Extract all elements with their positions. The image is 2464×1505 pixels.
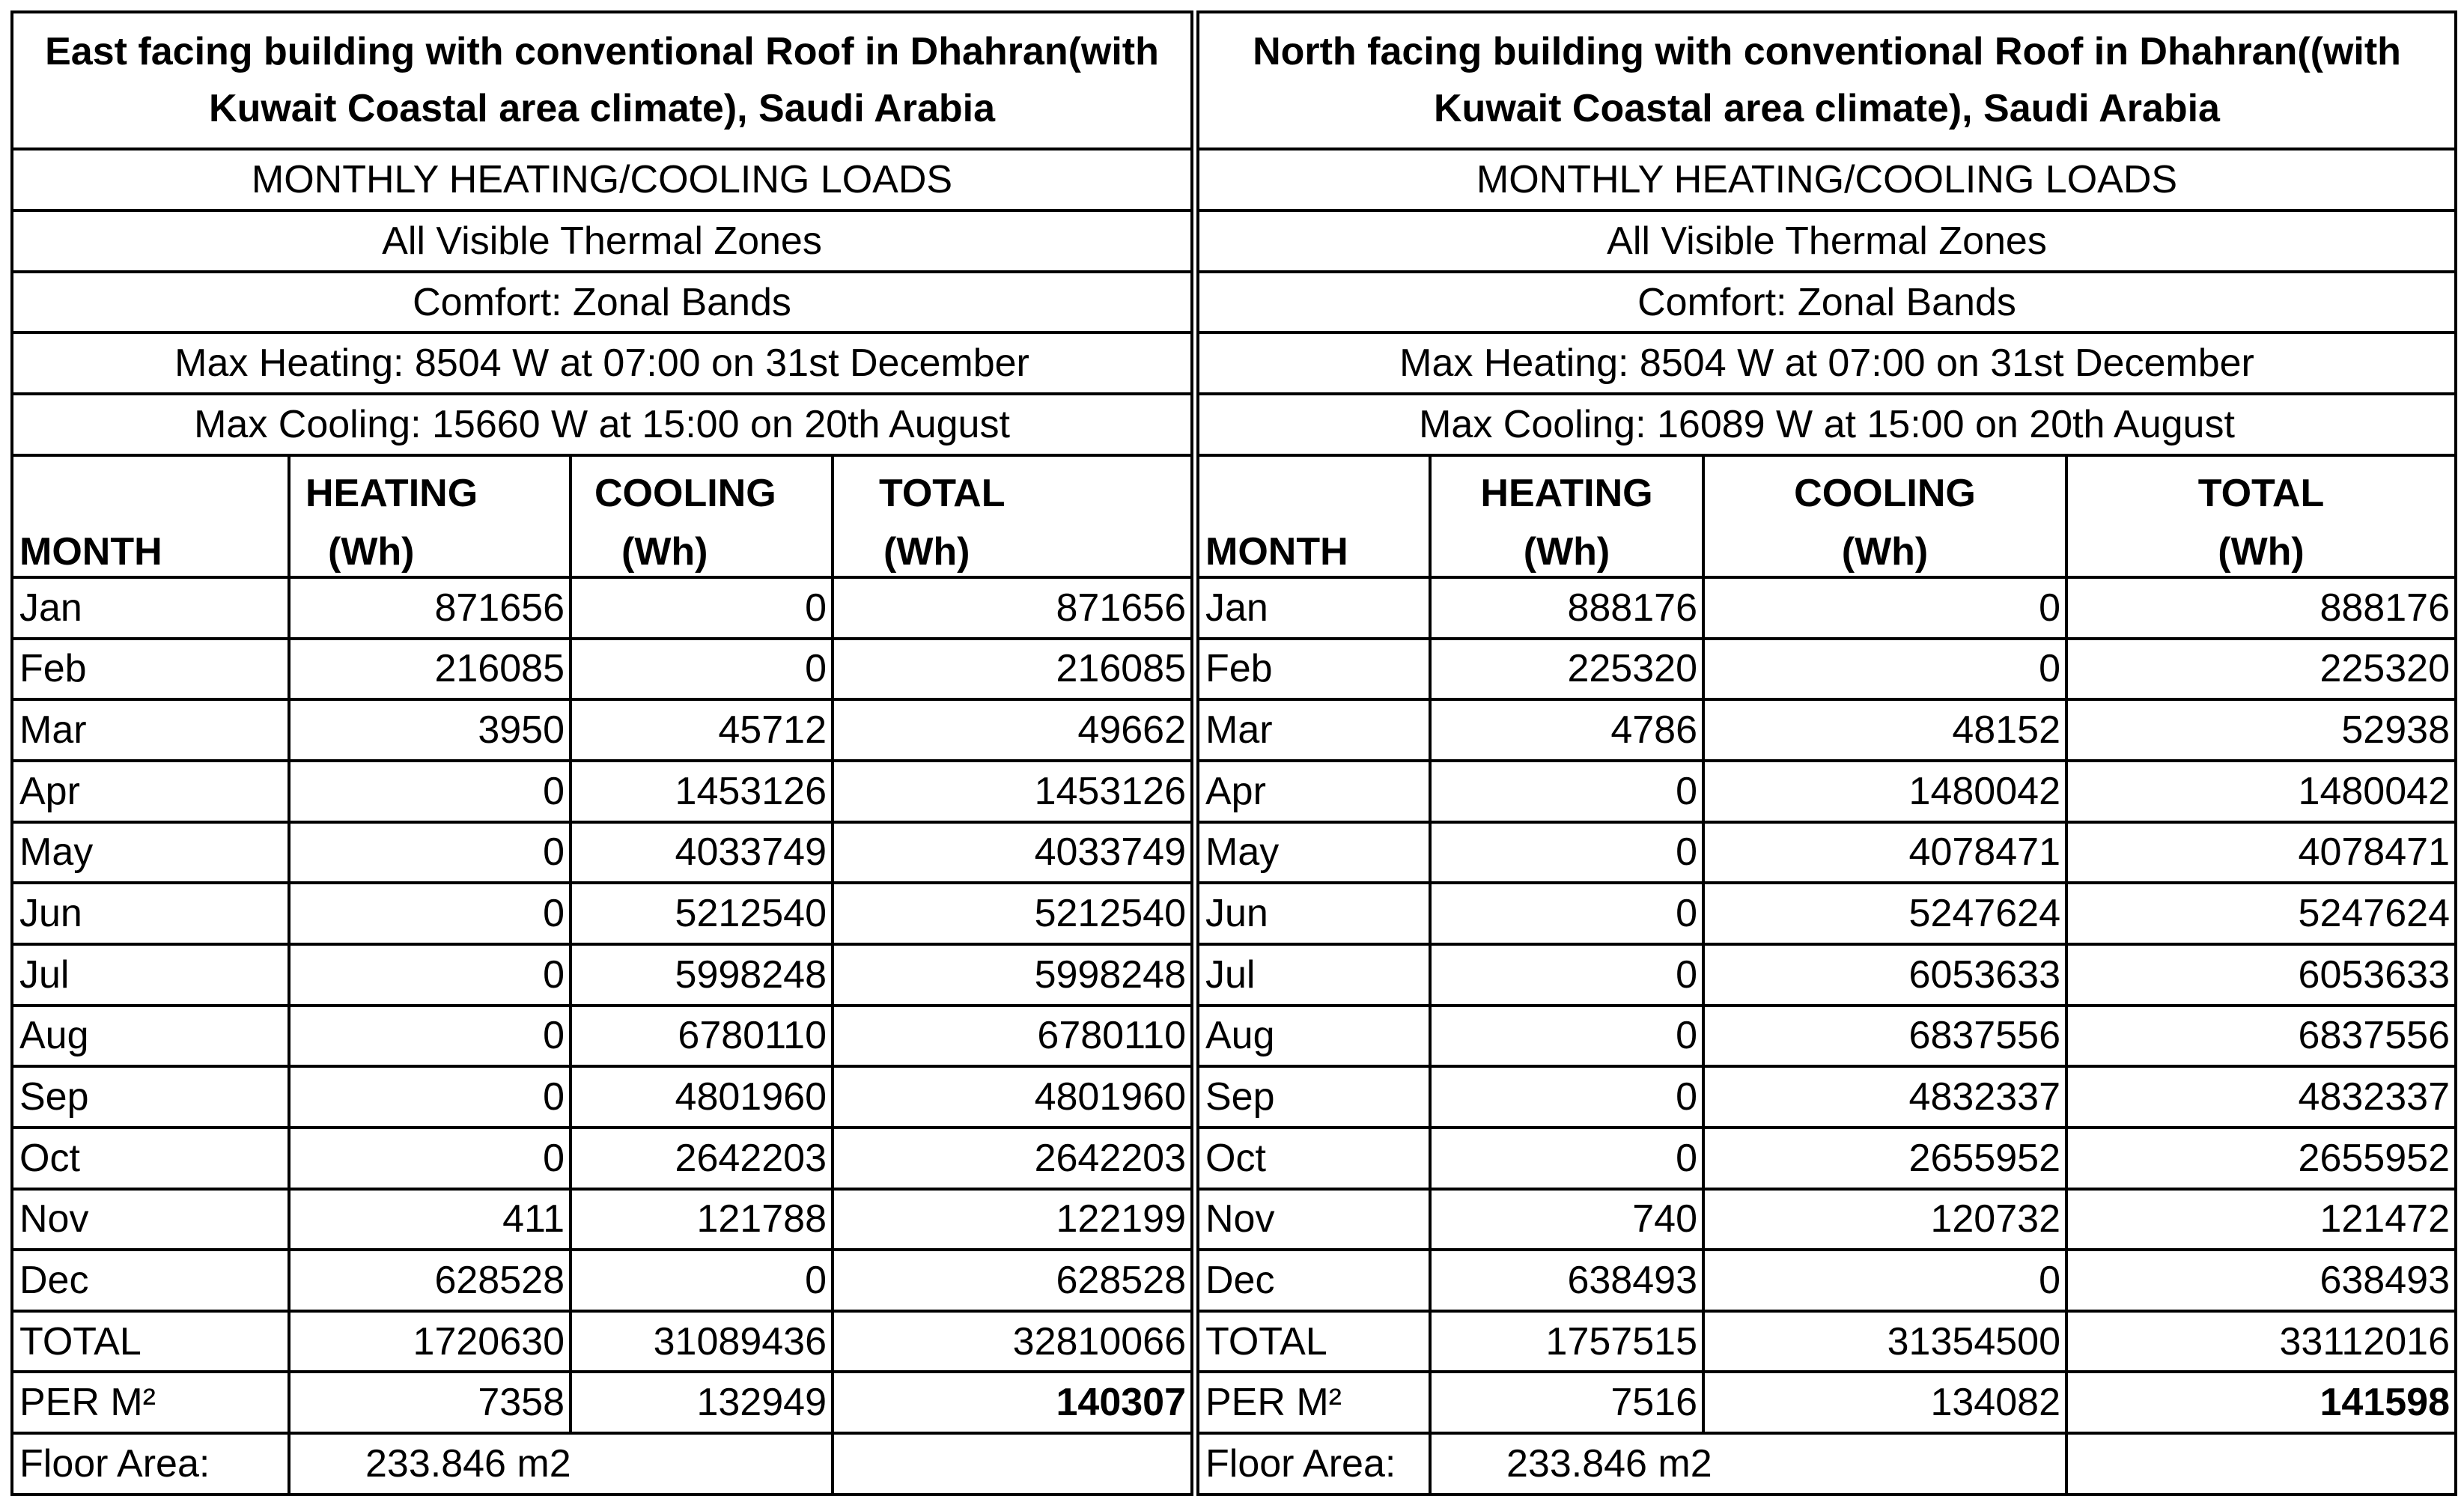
header-blank [1198, 455, 1430, 517]
table-subtitle: MONTHLY HEATING/COOLING LOADS [1198, 149, 2456, 210]
table-row [12, 1128, 1192, 1189]
cooling-cell: 5998248 [571, 944, 833, 1006]
month-cell: Oct [12, 1128, 289, 1189]
north-facing-loads-table [1196, 10, 2457, 1496]
month-cell: May [1198, 822, 1430, 884]
table-row [1198, 822, 2456, 884]
month-cell: Sep [1198, 1066, 1430, 1128]
heating-cell: 0 [289, 1006, 571, 1067]
header-cooling-unit: (Wh) [571, 516, 833, 577]
month-cell: Jul [1198, 944, 1430, 1006]
month-cell: Jan [12, 577, 289, 639]
heating-cell: 411 [289, 1189, 571, 1250]
total-cell: 121472 [2066, 1189, 2456, 1250]
heating-cell: 3950 [289, 699, 571, 761]
cooling-cell: 0 [571, 1250, 833, 1311]
total-cell: 216085 [833, 639, 1192, 700]
table-subtitle: MONTHLY HEATING/COOLING LOADS [12, 149, 1192, 210]
month-cell: Dec [1198, 1250, 1430, 1311]
table-row [12, 639, 1192, 700]
heating-cell: 638493 [1430, 1250, 1703, 1311]
total-cell: 628528 [833, 1250, 1192, 1311]
month-cell: Oct [1198, 1128, 1430, 1189]
table-row [1198, 1066, 2456, 1128]
heating-cell: 0 [1430, 1006, 1703, 1067]
table-row [12, 761, 1192, 822]
header-month: MONTH [1198, 516, 1430, 577]
floor-area-value: 233.846 m2 [1430, 1433, 2066, 1495]
month-cell: Aug [1198, 1006, 1430, 1067]
total-cell: 4078471 [2066, 822, 2456, 884]
heating-cell: 0 [1430, 883, 1703, 944]
header-cooling: COOLING [571, 455, 833, 517]
max-cooling-label: Max Cooling: 15660 W at 15:00 on 20th August [12, 394, 1192, 455]
table-row [1198, 577, 2456, 639]
month-cell: Jan [1198, 577, 1430, 639]
month-cell: Jun [12, 883, 289, 944]
header-total: TOTAL [2066, 455, 2456, 517]
header-heating-unit: (Wh) [289, 516, 571, 577]
header-blank [12, 455, 289, 517]
month-cell: Jul [12, 944, 289, 1006]
total-cell: 6053633 [2066, 944, 2456, 1006]
table-row [12, 1250, 1192, 1311]
floor-area-row [1198, 1433, 2456, 1495]
month-cell: PER M² [1198, 1372, 1430, 1433]
table-row [1198, 761, 2456, 822]
cooling-cell: 5247624 [1703, 883, 2066, 944]
heating-cell: 888176 [1430, 577, 1703, 639]
max-heating-label: Max Heating: 8504 W at 07:00 on 31st December [12, 332, 1192, 394]
month-cell: Aug [12, 1006, 289, 1067]
month-cell: May [12, 822, 289, 884]
table-row [12, 822, 1192, 884]
total-cell: 4033749 [833, 822, 1192, 884]
total-cell: 122199 [833, 1189, 1192, 1250]
heating-cell: 0 [1430, 1066, 1703, 1128]
header-heating: HEATING [1430, 455, 1703, 517]
table-row [1198, 639, 2456, 700]
cooling-cell: 132949 [571, 1372, 833, 1433]
table-row-per-m2 [1198, 1372, 2456, 1433]
total-cell: 52938 [2066, 699, 2456, 761]
heating-cell: 0 [289, 822, 571, 884]
heating-cell: 740 [1430, 1189, 1703, 1250]
table-row [1198, 699, 2456, 761]
cooling-cell: 5212540 [571, 883, 833, 944]
cooling-cell: 1453126 [571, 761, 833, 822]
total-cell: 6837556 [2066, 1006, 2456, 1067]
total-cell: 6780110 [833, 1006, 1192, 1067]
heating-cell: 0 [1430, 1128, 1703, 1189]
cooling-cell: 6780110 [571, 1006, 833, 1067]
total-cell: 5212540 [833, 883, 1192, 944]
table-row [12, 699, 1192, 761]
header-cooling-unit: (Wh) [1703, 516, 2066, 577]
table-row [12, 577, 1192, 639]
total-cell: 33112016 [2066, 1311, 2456, 1372]
heating-cell: 0 [1430, 822, 1703, 884]
month-cell: Nov [12, 1189, 289, 1250]
heating-cell: 7358 [289, 1372, 571, 1433]
heating-cell: 0 [289, 1066, 571, 1128]
max-heating-label: Max Heating: 8504 W at 07:00 on 31st December [1198, 332, 2456, 394]
month-cell: Nov [1198, 1189, 1430, 1250]
floor-area-label: Floor Area: [12, 1433, 289, 1495]
total-cell: 141598 [2066, 1372, 2456, 1433]
floor-area-blank [2066, 1433, 2456, 1495]
table-row-total [1198, 1311, 2456, 1372]
table-title: North facing building with conventional Roof in Dhahran((with Kuwait Coastal area climate), Saudi Arabia [1198, 12, 2456, 149]
month-cell: TOTAL [12, 1311, 289, 1372]
table-row-total [12, 1311, 1192, 1372]
cooling-cell: 0 [571, 639, 833, 700]
total-cell: 888176 [2066, 577, 2456, 639]
header-total-unit: (Wh) [833, 516, 1192, 577]
table-row [1198, 1128, 2456, 1189]
month-cell: Dec [12, 1250, 289, 1311]
month-cell: Sep [12, 1066, 289, 1128]
table-row [1198, 1006, 2456, 1067]
cooling-cell: 120732 [1703, 1189, 2066, 1250]
table-row [12, 883, 1192, 944]
month-cell: Feb [12, 639, 289, 700]
comfort-label: Comfort: Zonal Bands [1198, 272, 2456, 333]
cooling-cell: 0 [571, 577, 833, 639]
heating-cell: 0 [289, 1128, 571, 1189]
total-cell: 5247624 [2066, 883, 2456, 944]
header-heating-unit: (Wh) [1430, 516, 1703, 577]
table-row [12, 1066, 1192, 1128]
heating-cell: 1720630 [289, 1311, 571, 1372]
heating-cell: 628528 [289, 1250, 571, 1311]
total-cell: 871656 [833, 577, 1192, 639]
cooling-cell: 45712 [571, 699, 833, 761]
total-cell: 4801960 [833, 1066, 1192, 1128]
heating-cell: 871656 [289, 577, 571, 639]
cooling-cell: 48152 [1703, 699, 2066, 761]
cooling-cell: 0 [1703, 1250, 2066, 1311]
total-cell: 1480042 [2066, 761, 2456, 822]
heating-cell: 0 [289, 883, 571, 944]
total-cell: 49662 [833, 699, 1192, 761]
heating-cell: 0 [1430, 944, 1703, 1006]
month-cell: Feb [1198, 639, 1430, 700]
total-cell: 32810066 [833, 1311, 1192, 1372]
total-cell: 225320 [2066, 639, 2456, 700]
header-heating: HEATING [289, 455, 571, 517]
cooling-cell: 31089436 [571, 1311, 833, 1372]
heating-cell: 4786 [1430, 699, 1703, 761]
month-cell: TOTAL [1198, 1311, 1430, 1372]
month-cell: Mar [1198, 699, 1430, 761]
east-facing-loads-table [10, 10, 1193, 1496]
total-cell: 4832337 [2066, 1066, 2456, 1128]
table-row-per-m2 [12, 1372, 1192, 1433]
header-cooling: COOLING [1703, 455, 2066, 517]
floor-area-row [12, 1433, 1192, 1495]
cooling-cell: 6053633 [1703, 944, 2066, 1006]
floor-area-blank [833, 1433, 1192, 1495]
total-cell: 140307 [833, 1372, 1192, 1433]
table-row [12, 1006, 1192, 1067]
header-total: TOTAL [833, 455, 1192, 517]
header-total-unit: (Wh) [2066, 516, 2456, 577]
total-cell: 1453126 [833, 761, 1192, 822]
cooling-cell: 4033749 [571, 822, 833, 884]
total-cell: 2655952 [2066, 1128, 2456, 1189]
month-cell: Mar [12, 699, 289, 761]
cooling-cell: 31354500 [1703, 1311, 2066, 1372]
total-cell: 638493 [2066, 1250, 2456, 1311]
table-row [1198, 1189, 2456, 1250]
cooling-cell: 0 [1703, 577, 2066, 639]
heating-cell: 0 [289, 944, 571, 1006]
month-cell: PER M² [12, 1372, 289, 1433]
table-row [1198, 1250, 2456, 1311]
cooling-cell: 4801960 [571, 1066, 833, 1128]
total-cell: 5998248 [833, 944, 1192, 1006]
total-cell: 2642203 [833, 1128, 1192, 1189]
table-row [12, 944, 1192, 1006]
heating-cell: 225320 [1430, 639, 1703, 700]
cooling-cell: 0 [1703, 639, 2066, 700]
heating-cell: 0 [1430, 761, 1703, 822]
table-row [1198, 883, 2456, 944]
cooling-cell: 2655952 [1703, 1128, 2066, 1189]
table-title: East facing building with conventional Roof in Dhahran(with Kuwait Coastal area climate), Saudi Arabia [12, 12, 1192, 149]
cooling-cell: 2642203 [571, 1128, 833, 1189]
cooling-cell: 121788 [571, 1189, 833, 1250]
month-cell: Apr [12, 761, 289, 822]
cooling-cell: 4832337 [1703, 1066, 2066, 1128]
table-row [1198, 944, 2456, 1006]
month-cell: Jun [1198, 883, 1430, 944]
heating-cell: 1757515 [1430, 1311, 1703, 1372]
heating-cell: 216085 [289, 639, 571, 700]
table-row [12, 1189, 1192, 1250]
cooling-cell: 6837556 [1703, 1006, 2066, 1067]
heating-cell: 0 [289, 761, 571, 822]
floor-area-label: Floor Area: [1198, 1433, 1430, 1495]
cooling-cell: 4078471 [1703, 822, 2066, 884]
heating-cell: 7516 [1430, 1372, 1703, 1433]
month-cell: Apr [1198, 761, 1430, 822]
zones-label: All Visible Thermal Zones [12, 210, 1192, 272]
cooling-cell: 134082 [1703, 1372, 2066, 1433]
floor-area-value: 233.846 m2 [289, 1433, 833, 1495]
zones-label: All Visible Thermal Zones [1198, 210, 2456, 272]
header-month: MONTH [12, 516, 289, 577]
comfort-label: Comfort: Zonal Bands [12, 272, 1192, 333]
cooling-cell: 1480042 [1703, 761, 2066, 822]
max-cooling-label: Max Cooling: 16089 W at 15:00 on 20th August [1198, 394, 2456, 455]
